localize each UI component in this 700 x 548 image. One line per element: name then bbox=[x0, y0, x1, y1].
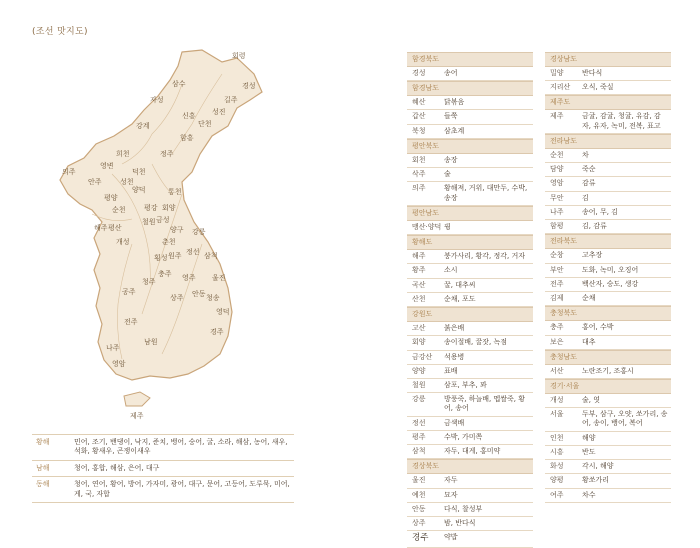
specialty-products: 소시 bbox=[444, 266, 458, 275]
specialty-products: 차 bbox=[582, 150, 589, 159]
table-row bbox=[407, 168, 533, 182]
city-name: 금강산 bbox=[412, 352, 433, 361]
table-row bbox=[407, 489, 533, 503]
specialty-products: 오식, 죽실 bbox=[582, 83, 614, 92]
table-row bbox=[407, 417, 533, 431]
map-label: 춘천 bbox=[162, 238, 176, 246]
table-row bbox=[545, 336, 671, 350]
sea-region: 황해 bbox=[32, 435, 72, 461]
city-name: 해주 bbox=[412, 252, 426, 261]
map-label: 성진 bbox=[212, 108, 226, 116]
table-row bbox=[407, 182, 533, 205]
specialty-products: 순채, 포도 bbox=[444, 294, 476, 303]
city-name: 전주 bbox=[550, 279, 564, 288]
map-label: 길주 bbox=[224, 96, 238, 104]
map-label: 양구 bbox=[170, 226, 184, 234]
table-row bbox=[545, 321, 671, 335]
table-row bbox=[407, 351, 533, 365]
city-name: 맹산·양덕 bbox=[412, 222, 442, 231]
specialty-products: 황쏘가리 bbox=[582, 476, 610, 485]
map-label: 청송 bbox=[206, 294, 220, 302]
jeju-island bbox=[124, 392, 150, 406]
city-name: 충주 bbox=[550, 323, 564, 332]
specialty-products: 삼포, 부추, 꽈 bbox=[444, 380, 487, 389]
city-name: 여주 bbox=[550, 490, 564, 499]
specialty-products: 송어, 무, 김 bbox=[582, 207, 618, 216]
map-label: 강계 bbox=[136, 122, 150, 130]
city-name: 북청 bbox=[412, 126, 426, 135]
city-name: 제주 bbox=[550, 112, 564, 121]
map-label: 해주 bbox=[94, 224, 108, 232]
map-label: 전주 bbox=[124, 318, 138, 326]
city-name: 화성 bbox=[550, 462, 564, 471]
table-row bbox=[545, 432, 671, 446]
map-label: 안동 bbox=[192, 290, 206, 298]
map-label: 평양 bbox=[104, 194, 118, 202]
specialty-products: 각시, 해양 bbox=[582, 462, 614, 471]
table-row bbox=[407, 379, 533, 393]
korea-food-map bbox=[32, 44, 292, 424]
table-row bbox=[545, 489, 671, 503]
city-name: 회천 bbox=[412, 155, 426, 164]
map-label: 경성 bbox=[242, 82, 256, 90]
table-row bbox=[407, 503, 533, 517]
city-name: 갑산 bbox=[412, 112, 426, 121]
map-label: 함흥 bbox=[180, 134, 194, 142]
korea-map-illustration bbox=[32, 44, 292, 424]
province-heading: 평안남도 bbox=[407, 206, 533, 221]
table-row bbox=[407, 264, 533, 278]
map-label: 평산 bbox=[108, 224, 122, 232]
sea-region: 동해 bbox=[32, 477, 72, 503]
city-name: 서산 bbox=[550, 366, 564, 375]
table-row bbox=[407, 445, 533, 459]
specialty-products: 자두 bbox=[444, 476, 458, 485]
map-label: 정주 bbox=[160, 150, 174, 158]
city-name: 양양 bbox=[412, 366, 426, 375]
city-name: 영암 bbox=[550, 179, 564, 188]
table-row bbox=[407, 154, 533, 168]
city-name: 경성 bbox=[412, 69, 426, 77]
specialty-products: 감류 bbox=[582, 179, 596, 188]
table-row bbox=[545, 220, 671, 234]
map-label: 성천 bbox=[120, 178, 134, 186]
province-heading: 제주도 bbox=[545, 95, 671, 110]
specialty-products: 방풍죽, 하늘배, 멥쌀죽, 황어, 송어 bbox=[444, 395, 525, 413]
city-name: 인천 bbox=[550, 433, 564, 442]
regional-products-column-1 bbox=[407, 52, 533, 548]
table-row bbox=[32, 460, 294, 476]
table-row bbox=[545, 446, 671, 460]
city-name: 삭주 bbox=[412, 170, 426, 179]
table-row bbox=[407, 474, 533, 488]
table-row bbox=[545, 408, 671, 431]
table-row bbox=[545, 110, 671, 133]
table-row bbox=[545, 292, 671, 306]
map-label: 금성 bbox=[156, 216, 170, 224]
table-row bbox=[32, 477, 294, 503]
province-heading: 함경남도 bbox=[407, 81, 533, 96]
map-label: 영변 bbox=[100, 162, 114, 170]
map-label: 강릉 bbox=[192, 228, 206, 236]
province-heading: 경상북도 bbox=[407, 459, 533, 474]
map-label: 울진 bbox=[212, 274, 226, 282]
table-row bbox=[407, 431, 533, 445]
map-label: 경주 bbox=[210, 328, 224, 336]
city-name: 지리산 bbox=[550, 83, 571, 92]
table-row bbox=[407, 110, 533, 124]
city-name: 밀양 bbox=[550, 69, 564, 77]
table-row bbox=[407, 322, 533, 336]
city-name: 회양 bbox=[412, 338, 426, 347]
map-label: 횡성 bbox=[154, 254, 168, 262]
specialty-products: 순채 bbox=[582, 294, 596, 303]
city-name: 무안 bbox=[550, 193, 564, 202]
map-label: 청주 bbox=[142, 278, 156, 286]
specialty-products: 금색배 bbox=[444, 418, 465, 427]
sea-items: 민어, 조기, 밴댕이, 낙지, 준치, 뱅어, 숭어, 굴, 소라, 해삼, 농어, 새우, 석화, 황새우, 곤쟁이새우 bbox=[72, 435, 294, 461]
city-name: 경주 bbox=[412, 533, 429, 544]
map-label: 안주 bbox=[88, 178, 102, 186]
map-label: 회양 bbox=[162, 204, 176, 212]
table-row bbox=[545, 163, 671, 177]
specialty-products: 송장 bbox=[444, 155, 458, 164]
specialty-products: 노란조기, 조홍시 bbox=[582, 366, 634, 375]
city-name: 함평 bbox=[550, 222, 564, 231]
province-heading: 황해도 bbox=[407, 235, 533, 250]
table-row bbox=[407, 279, 533, 293]
specialty-products: 밤, 반다식 bbox=[444, 519, 476, 528]
page-title: (조선 맛지도) bbox=[32, 27, 88, 37]
sea-items: 청어, 홍합, 해삼, 은어, 대구 bbox=[72, 460, 294, 476]
city-name: 혜산 bbox=[412, 98, 426, 107]
city-name: 상주 bbox=[412, 519, 426, 528]
map-label: 남원 bbox=[144, 338, 158, 346]
regional-products-column-2 bbox=[545, 52, 671, 503]
city-name: 시흥 bbox=[550, 447, 564, 456]
table-row bbox=[407, 250, 533, 264]
map-label: 나주 bbox=[106, 344, 120, 352]
specialty-products: 들쭉 bbox=[444, 112, 458, 121]
province-heading: 충청남도 bbox=[545, 350, 671, 365]
map-label: 원주 bbox=[168, 252, 182, 260]
map-label: 삼척 bbox=[204, 252, 218, 260]
province-heading: 충청북도 bbox=[545, 306, 671, 321]
city-name: 산천 bbox=[412, 294, 426, 303]
specialty-products: 수박, 가미쪽 bbox=[444, 432, 483, 441]
city-name: 안동 bbox=[412, 504, 426, 513]
province-heading: 함경북도 bbox=[407, 52, 533, 67]
map-label: 양덕 bbox=[132, 186, 146, 194]
specialty-products: 해양 bbox=[582, 433, 596, 442]
map-label: 철원 bbox=[142, 218, 156, 226]
table-row bbox=[545, 206, 671, 220]
city-name: 서울 bbox=[550, 410, 564, 419]
specialty-products: 두부, 삼구, 오얏, 쏘가리, 송어, 송이, 뱅어, 복어 bbox=[582, 410, 668, 428]
province-heading: 경기·서울 bbox=[545, 379, 671, 394]
city-name: 철원 bbox=[412, 380, 426, 389]
map-label: 의주 bbox=[62, 168, 76, 176]
map-label: 신흥 bbox=[182, 112, 196, 120]
specialty-products: 도화, 녹미, 오징어 bbox=[582, 265, 639, 274]
specialty-products: 황해져, 거위, 대만두, 수박, 송장 bbox=[444, 184, 528, 202]
specialty-products: 붉은배 bbox=[444, 324, 465, 333]
map-label: 정선 bbox=[186, 248, 200, 256]
province-heading: 강원도 bbox=[407, 307, 533, 322]
map-label: 공주 bbox=[122, 288, 136, 296]
specialty-products: 닭볶음 bbox=[444, 98, 465, 107]
city-name: 보은 bbox=[550, 337, 564, 346]
map-label: 회령 bbox=[232, 52, 246, 60]
city-name: 순창 bbox=[550, 251, 564, 260]
specialty-products: 송이절배, 꿀잣, 녹점 bbox=[444, 338, 507, 347]
map-label: 영주 bbox=[182, 274, 196, 282]
specialty-products: 술 bbox=[444, 170, 451, 179]
map-label: 순천 bbox=[112, 206, 126, 214]
map-label: 충주 bbox=[158, 270, 172, 278]
specialty-products: 술, 엿 bbox=[582, 395, 600, 404]
table-row bbox=[407, 365, 533, 379]
table-row bbox=[545, 177, 671, 191]
map-label: 덕천 bbox=[132, 168, 146, 176]
map-label: 삼수 bbox=[172, 80, 186, 88]
map-label: 영덕 bbox=[216, 308, 230, 316]
city-name: 울진 bbox=[412, 476, 426, 485]
map-label: 자성 bbox=[150, 96, 164, 104]
specialty-products: 표배 bbox=[444, 366, 458, 375]
specialty-products: 죽순 bbox=[582, 165, 596, 174]
specialty-products: 삼초계 bbox=[444, 126, 465, 135]
city-name: 개성 bbox=[550, 395, 564, 404]
table-row bbox=[545, 278, 671, 292]
table-row bbox=[407, 531, 533, 547]
province-heading: 평안북도 bbox=[407, 139, 533, 154]
specialty-products: 꿩 bbox=[444, 222, 451, 231]
table-row bbox=[32, 435, 294, 461]
city-name: 고산 bbox=[412, 324, 426, 333]
table-row bbox=[545, 81, 671, 95]
province-heading: 전라북도 bbox=[545, 234, 671, 249]
specialty-products: 약밥 bbox=[444, 533, 458, 542]
specialty-products: 송어 bbox=[444, 69, 458, 77]
table-row bbox=[407, 393, 533, 416]
specialty-products: 꿀, 대추씨 bbox=[444, 280, 476, 289]
table-row bbox=[407, 517, 533, 531]
table-row bbox=[407, 336, 533, 350]
city-name: 순천 bbox=[550, 150, 564, 159]
sea-items: 청어, 연어, 황어, 방어, 가자미, 광어, 대구, 문어, 고등어, 도루묵, 미어, 게, 국, 자합 bbox=[72, 477, 294, 503]
table-row bbox=[407, 221, 533, 235]
map-label: 개성 bbox=[116, 238, 130, 246]
table-row bbox=[545, 149, 671, 163]
city-name: 곡산 bbox=[412, 280, 426, 289]
province-heading: 경상남도 bbox=[545, 52, 671, 67]
table-row bbox=[545, 249, 671, 263]
city-name: 김제 bbox=[550, 294, 564, 303]
specialty-products: 금귤, 감귤, 청귤, 유감, 감자, 유자, 녹미, 전복, 표고 bbox=[582, 112, 661, 130]
specialty-products: 고추장 bbox=[582, 251, 603, 260]
map-label: 평강 bbox=[144, 204, 158, 212]
specialty-products: 붕가사리, 황각, 정각, 거자 bbox=[444, 252, 525, 261]
city-name: 황주 bbox=[412, 266, 426, 275]
table-row bbox=[545, 192, 671, 206]
table-row bbox=[545, 394, 671, 408]
table-row bbox=[407, 125, 533, 139]
specialty-products: 백산자, 승도, 생강 bbox=[582, 279, 639, 288]
city-name: 예천 bbox=[412, 490, 426, 499]
sea-products-table bbox=[32, 434, 294, 503]
city-name: 담양 bbox=[550, 165, 564, 174]
city-name: 부안 bbox=[550, 265, 564, 274]
specialty-products: 반다식 bbox=[582, 69, 603, 77]
table-row bbox=[545, 365, 671, 379]
map-label: 제주 bbox=[130, 412, 144, 420]
specialty-products: 대추 bbox=[582, 337, 596, 346]
table-row bbox=[545, 67, 671, 81]
specialty-products: 자두, 대게, 홍미약 bbox=[444, 447, 501, 456]
table-row bbox=[407, 96, 533, 110]
province-heading: 전라남도 bbox=[545, 134, 671, 149]
table-row bbox=[407, 293, 533, 307]
table-row bbox=[545, 474, 671, 488]
city-name: 나주 bbox=[550, 207, 564, 216]
specialty-products: 반도 bbox=[582, 447, 596, 456]
table-row bbox=[545, 264, 671, 278]
table-row bbox=[407, 67, 533, 81]
city-name: 정선 bbox=[412, 418, 426, 427]
table-row bbox=[545, 460, 671, 474]
city-name: 평주 bbox=[412, 432, 426, 441]
map-label: 영암 bbox=[112, 360, 126, 368]
city-name: 강릉 bbox=[412, 395, 426, 404]
city-name: 삼척 bbox=[412, 447, 426, 456]
specialty-products: 다식, 찰성부 bbox=[444, 504, 483, 513]
city-name: 의주 bbox=[412, 184, 426, 193]
specialty-products: 묘자 bbox=[444, 490, 458, 499]
specialty-products: 석용병 bbox=[444, 352, 465, 361]
map-label: 희천 bbox=[116, 150, 130, 158]
map-label: 상주 bbox=[170, 294, 184, 302]
map-label: 단천 bbox=[198, 120, 212, 128]
sea-region: 남해 bbox=[32, 460, 72, 476]
specialty-products: 홍어, 수박 bbox=[582, 323, 614, 332]
specialty-products: 김 bbox=[582, 193, 589, 202]
city-name: 양평 bbox=[550, 476, 564, 485]
specialty-products: 차수 bbox=[582, 490, 596, 499]
specialty-products: 김, 감류 bbox=[582, 222, 607, 231]
map-label: 통천 bbox=[168, 188, 182, 196]
